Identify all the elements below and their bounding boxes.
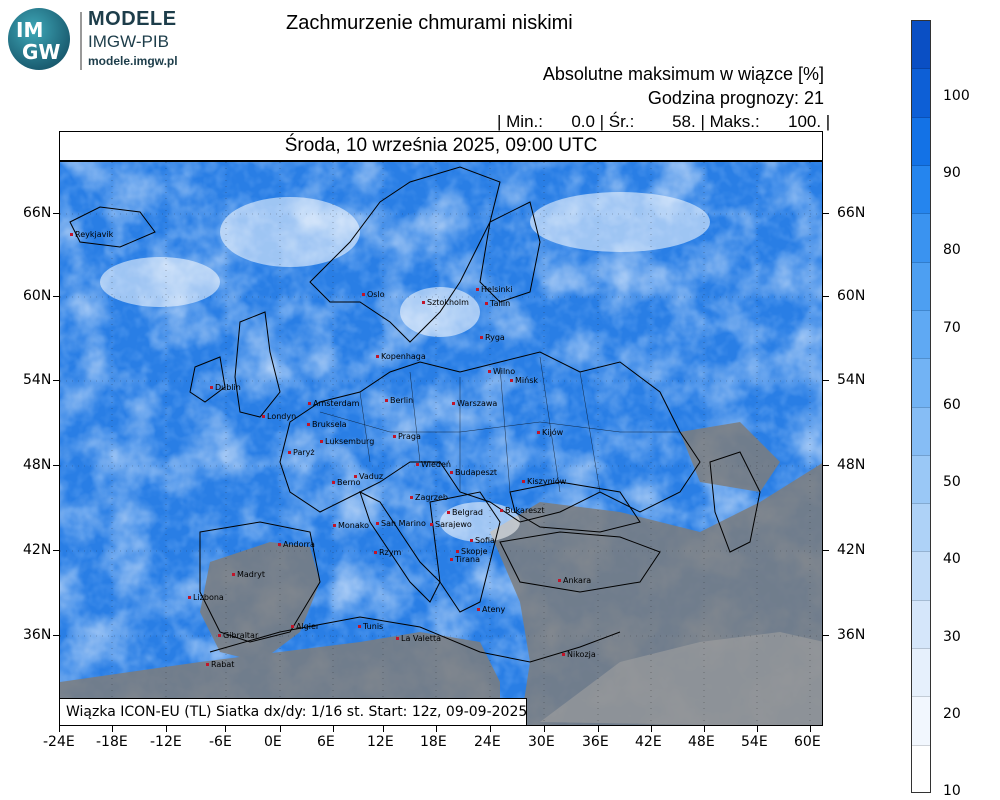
city-label: San Marino (376, 519, 426, 528)
city-label: Vaduz (354, 472, 383, 481)
valid-date-label: Środa, 10 września 2025, 09:00 UTC (59, 131, 823, 161)
y-axis-label-right: 42N (837, 542, 866, 558)
x-axis-label: 54E (741, 734, 768, 750)
city-label: Rzym (374, 548, 401, 557)
colorbar-label: 30 (943, 629, 961, 645)
map-canvas (60, 162, 823, 726)
x-axis-label: 30E (528, 734, 555, 750)
cloud-patch (440, 502, 520, 542)
x-axis-tick (280, 726, 281, 732)
city-label: Gibraltar (218, 631, 258, 640)
city-label: Tunis (358, 622, 383, 631)
city-label: Monako (333, 521, 369, 530)
x-axis-tick (59, 726, 60, 732)
x-axis-label: -24E (43, 734, 75, 750)
x-axis-label: -6E (209, 734, 232, 750)
map-statistics: | Min.: 0.0 | Śr.: 58. | Maks.: 100. | (497, 112, 831, 131)
colorbar-label: 50 (943, 474, 961, 490)
city-label: La Valetta (396, 634, 441, 643)
city-label: Kiszyniów (522, 477, 566, 486)
city-label: Lizbona (188, 593, 224, 602)
colorbar-segment (912, 118, 930, 166)
city-label: Dublin (210, 383, 241, 392)
colorbar-segment (912, 504, 930, 552)
x-axis-tick (436, 726, 437, 732)
colorbar-segment (912, 697, 930, 745)
logo-badge-bottom: GW (22, 40, 61, 64)
x-axis-tick (225, 726, 226, 732)
y-axis-label-left: 42N (23, 542, 52, 558)
city-label: Paryż (288, 448, 315, 457)
colorbar-segment (912, 552, 930, 600)
model-info-footer: Wiązka ICON-EU (TL) Siatka dx/dy: 1/16 st. Start: 12z, 09-09-2025 (59, 698, 527, 726)
cloud-patch (100, 257, 220, 307)
city-label: Budapeszt (450, 468, 497, 477)
y-axis-label-left: 66N (23, 205, 52, 221)
map-subtitle-units: Absolutne maksimum w wiązce [%] (542, 64, 824, 84)
city-label: Skopje (456, 547, 488, 556)
y-axis-tick (823, 380, 829, 381)
city-label: Nikozja (562, 650, 596, 659)
city-label: Kijów (537, 428, 563, 437)
city-label: Rabat (206, 660, 234, 669)
city-label: Tirana (450, 555, 480, 564)
x-axis-tick (810, 726, 811, 732)
city-label: Helsinki (476, 285, 512, 294)
cloud-patch (220, 197, 360, 267)
logo-divider (80, 12, 82, 70)
city-label: Zagrzeb (410, 493, 448, 502)
colorbar-label: 60 (943, 397, 961, 413)
city-label: Amsterdam (308, 399, 359, 408)
city-label: Bruksela (307, 420, 347, 429)
colorbar-segment (912, 408, 930, 456)
city-label: Sztokholm (422, 298, 469, 307)
x-axis-label: 60E (794, 734, 821, 750)
x-axis-tick (383, 726, 384, 732)
city-label: Reykjavik (70, 230, 113, 239)
imgw-logo (8, 8, 178, 78)
city-label: Berlin (385, 396, 413, 405)
x-axis-tick (598, 726, 599, 732)
city-label: Ryga (480, 333, 505, 342)
city-label: Belgrad (447, 508, 483, 517)
city-label: Luksemburg (320, 437, 374, 446)
city-label: Sarajewo (430, 520, 472, 529)
y-axis-tick (53, 296, 59, 297)
x-axis-label: -12E (150, 734, 182, 750)
city-label: Ankara (558, 576, 591, 585)
city-label: Oslo (362, 290, 385, 299)
x-axis-label: 18E (420, 734, 447, 750)
colorbar-segment (912, 263, 930, 311)
colorbar (911, 20, 931, 793)
x-axis-tick (757, 726, 758, 732)
y-axis-tick (53, 213, 59, 214)
y-axis-tick (53, 465, 59, 466)
city-label: Berno (332, 478, 361, 487)
colorbar-label: 100 (943, 88, 970, 104)
x-axis-tick (704, 726, 705, 732)
imgw-logo-badge (8, 8, 70, 70)
y-axis-tick (823, 213, 829, 214)
x-axis-tick (544, 726, 545, 732)
y-axis-label-right: 66N (837, 205, 866, 221)
city-label: Andorra (278, 540, 315, 549)
city-label: Madryt (232, 570, 265, 579)
x-axis-tick (651, 726, 652, 732)
logo-badge-top: IM (16, 18, 44, 42)
colorbar-label: 90 (943, 165, 961, 181)
y-axis-label-left: 36N (23, 627, 52, 643)
city-label: Tallin (485, 299, 510, 308)
y-axis-tick (823, 635, 829, 636)
x-axis-tick (112, 726, 113, 732)
colorbar-segment (912, 21, 930, 69)
map-subtitle-forecast-hour: Godzina prognozy: 21 (647, 88, 824, 108)
x-axis-label: 36E (582, 734, 609, 750)
city-label: Kopenhaga (376, 352, 426, 361)
city-label: Wilno (488, 367, 515, 376)
y-axis-tick (823, 465, 829, 466)
x-axis-label: 12E (367, 734, 394, 750)
cloud-patch (530, 192, 710, 252)
city-label: Wiedeń (416, 460, 451, 469)
x-axis-label: 42E (635, 734, 662, 750)
colorbar-segment (912, 311, 930, 359)
colorbar-segment (912, 746, 930, 793)
colorbar-label: 20 (943, 706, 961, 722)
city-label: Algier (291, 622, 319, 631)
city-label: Warszawa (452, 399, 497, 408)
city-label: Praga (393, 432, 421, 441)
x-axis-label: 0E (264, 734, 282, 750)
colorbar-segment (912, 456, 930, 504)
x-axis-tick (333, 726, 334, 732)
x-axis-label: 48E (688, 734, 715, 750)
cloud-cover-map (59, 161, 823, 726)
x-axis-tick (166, 726, 167, 732)
colorbar-label: 40 (943, 551, 961, 567)
colorbar-segment (912, 601, 930, 649)
y-axis-tick (823, 550, 829, 551)
y-axis-tick (53, 550, 59, 551)
y-axis-label-right: 54N (837, 372, 866, 388)
x-axis-tick (490, 726, 491, 732)
colorbar-label: 10 (943, 783, 961, 799)
y-axis-tick (53, 380, 59, 381)
city-label: Londyn (262, 412, 296, 421)
city-label: Ateny (477, 605, 505, 614)
y-axis-label-right: 36N (837, 627, 866, 643)
colorbar-segment (912, 166, 930, 214)
y-axis-tick (53, 635, 59, 636)
colorbar-segment (912, 649, 930, 697)
logo-name: MODELE (88, 8, 177, 30)
colorbar-segment (912, 359, 930, 407)
logo-url: modele.imgw.pl (88, 54, 178, 68)
y-axis-label-left: 60N (23, 288, 52, 304)
y-axis-label-right: 48N (837, 457, 866, 473)
city-label: Sofia (470, 536, 495, 545)
city-label: Bukareszt (500, 506, 545, 515)
map-title: Zachmurzenie chmurami niskimi (286, 12, 573, 34)
y-axis-label-right: 60N (837, 288, 866, 304)
city-label: Mińsk (510, 376, 538, 385)
y-axis-label-left: 48N (23, 457, 52, 473)
colorbar-label: 80 (943, 242, 961, 258)
colorbar-label: 70 (943, 320, 961, 336)
logo-org: IMGW-PIB (88, 32, 169, 51)
y-axis-label-left: 54N (23, 372, 52, 388)
colorbar-segment (912, 214, 930, 262)
colorbar-segment (912, 69, 930, 117)
y-axis-tick (823, 296, 829, 297)
x-axis-label: 24E (474, 734, 501, 750)
x-axis-label: 6E (317, 734, 335, 750)
x-axis-label: -18E (96, 734, 128, 750)
